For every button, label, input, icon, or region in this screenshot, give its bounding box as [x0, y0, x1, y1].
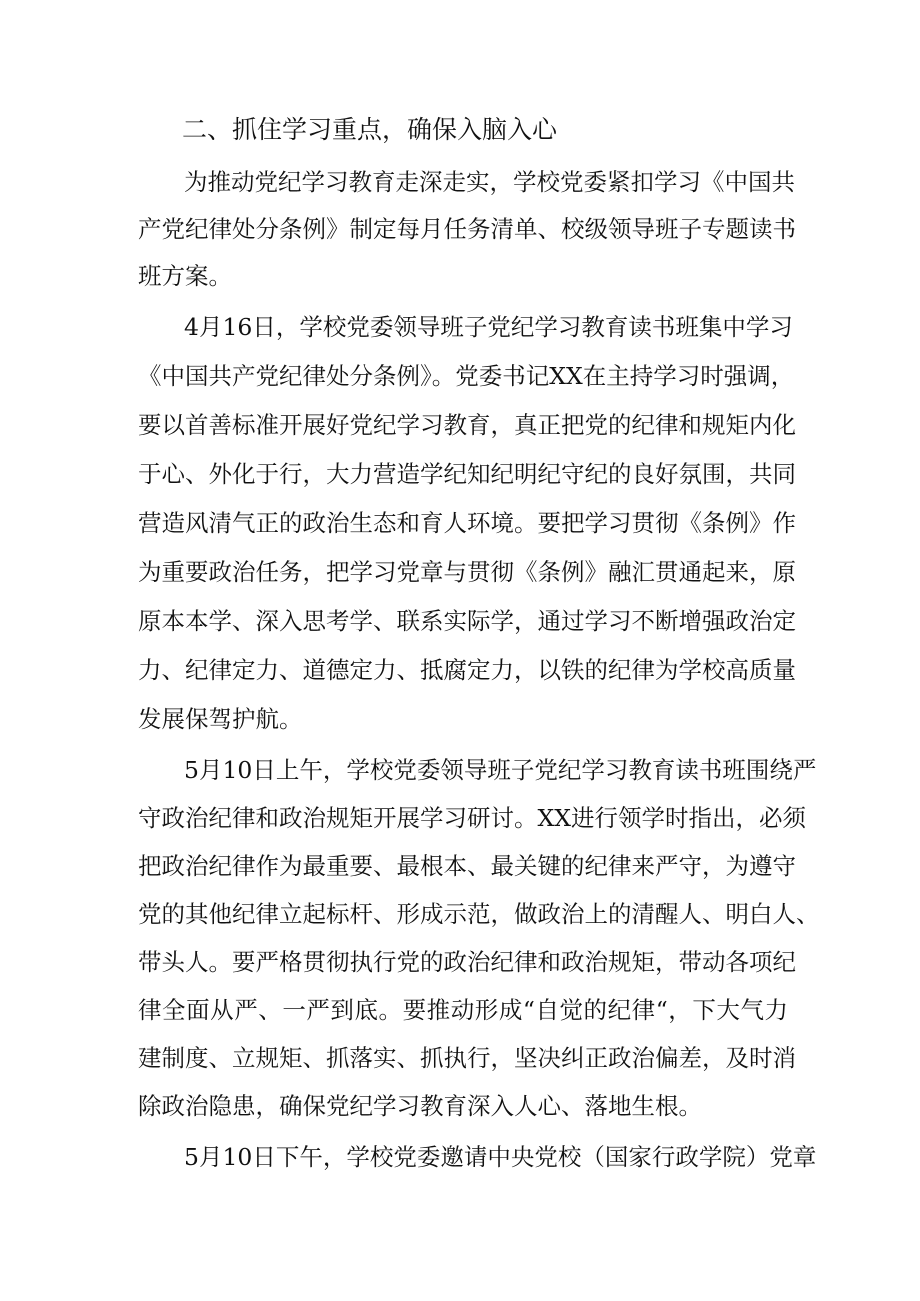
paragraph-line: 带头人。要严格贯彻执行党的政治纪律和政治规矩，带动各项纪	[138, 948, 796, 976]
paragraph-line: 党的其他纪律立起标杆、形成示范，做政治上的清醒人、明白人、	[138, 900, 820, 928]
paragraph-line: 为重要政治任务，把学习党章与贯彻《条例》融汇贯通起来，原	[138, 558, 796, 586]
paragraph-line: 把政治纪律作为最重要、最根本、最关键的纪律来严守，为遵守	[138, 852, 796, 880]
paragraph-line: 5月10日上午，学校党委领导班子党纪学习教育读书班围绕严	[184, 756, 817, 784]
paragraph-line: 5月10日下午，学校党委邀请中央党校（国家行政学院）党章	[184, 1143, 817, 1171]
paragraph-line: 发展保驾护航。	[138, 705, 303, 733]
paragraph-line: 建制度、立规矩、抓落实、抓执行，坚决纠正政治偏差，及时消	[138, 1044, 796, 1072]
paragraph-line: 律全面从严、一严到底。要推动形成“自觉的纪律“，下大气力	[138, 996, 788, 1024]
paragraph-line: 原本本学、深入思考学、联系实际学，通过学习不断增强政治定	[138, 607, 796, 635]
paragraph-line: 要以首善标准开展好党纪学习教育，真正把党的纪律和规矩内化	[138, 411, 796, 439]
paragraph-line: 营造风清气正的政治生态和育人环境。要把学习贯彻《条例》作	[138, 509, 796, 537]
paragraph-line: 除政治隐患，确保党纪学习教育深入人心、落地生根。	[138, 1092, 702, 1120]
paragraph-line: 产党纪律处分条例》制定每月任务清单、校级领导班子专题读书	[138, 215, 796, 243]
paragraph-line: 班方案。	[138, 262, 232, 290]
paragraph-line: 于心、外化于行，大力营造学纪知纪明纪守纪的良好氛围，共同	[138, 460, 796, 488]
paragraph-line: 4月16日，学校党委领导班子党纪学习教育读书班集中学习	[184, 313, 793, 341]
section-heading: 二、抓住学习重点，确保入脑入心	[182, 115, 558, 144]
paragraph-line: 为推动党纪学习教育走深走实，学校党委紧扣学习《中国共	[184, 168, 795, 196]
paragraph-line: 守政治纪律和政治规矩开展学习研讨。XX进行领学时指出，必须	[138, 804, 806, 832]
paragraph-line: 力、纪律定力、道德定力、抵腐定力，以铁的纪律为学校高质量	[138, 656, 796, 684]
paragraph-line: 《中国共产党纪律处分条例》。党委书记XX在主持学习时强调，	[138, 362, 795, 390]
